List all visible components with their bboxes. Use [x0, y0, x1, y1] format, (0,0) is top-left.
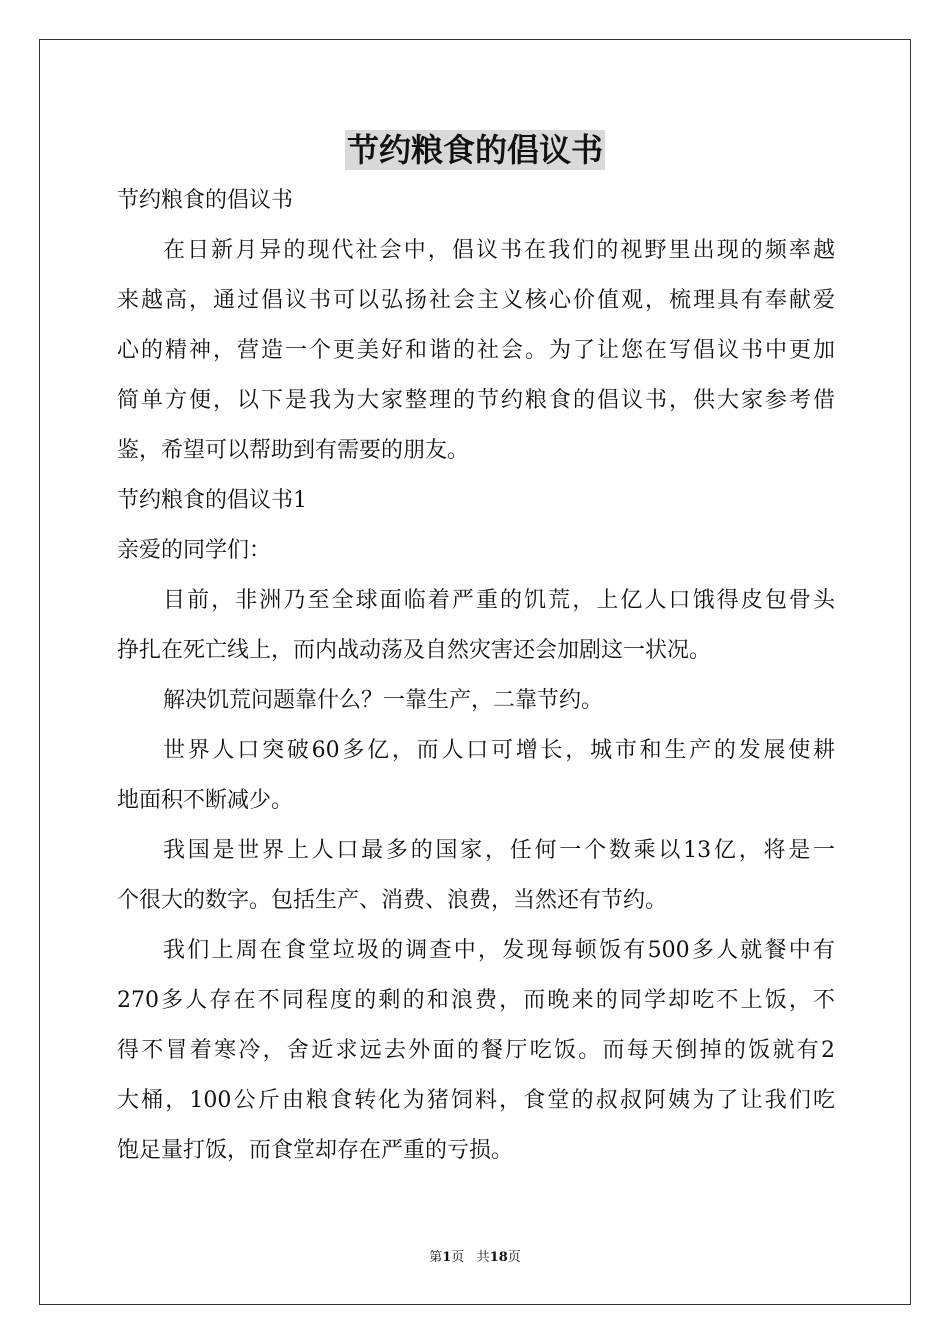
title-area — [0, 130, 950, 170]
section-heading: 节约粮食的倡议书1 — [117, 488, 307, 513]
paragraph-line: 来越高，通过倡议书可以弘扬社会主义核心价值观，梳理具有奉献爱 — [117, 288, 835, 313]
paragraph-line: 我国是世界上人口最多的国家，任何一个数乘以13亿，将是一 — [163, 838, 835, 863]
document-body — [117, 176, 835, 1176]
page-number: 1 — [442, 1250, 452, 1265]
total-suffix: 页 — [507, 1250, 521, 1265]
paragraph-line: 心的精神，营造一个更美好和谐的社会。为了让您在写倡议书中更加 — [117, 338, 835, 363]
paragraph-line: 饱足量打饭，而食堂却存在严重的亏损。 — [117, 1138, 514, 1163]
paragraph-line: 鉴，希望可以帮助到有需要的朋友。 — [117, 438, 470, 463]
paragraph-line: 270多人存在不同程度的剩的和浪费，而晚来的同学却吃不上饭，不 — [117, 988, 835, 1013]
paragraph-line: 在日新月异的现代社会中，倡议书在我们的视野里出现的频率越 — [163, 238, 835, 263]
paragraph-line: 大桶，100公斤由粮食转化为猪饲料，食堂的叔叔阿姨为了让我们吃 — [117, 1088, 835, 1113]
paragraph-line: 得不冒着寒冷，舍近求远去外面的餐厅吃饭。而每天倒掉的饭就有2 — [117, 1038, 835, 1063]
page-prefix: 第 — [429, 1250, 443, 1265]
paragraph-line: 世界人口突破60多亿，而人口可增长，城市和生产的发展使耕 — [163, 738, 835, 763]
total-prefix: 共 — [476, 1250, 490, 1265]
paragraph-line: 挣扎在死亡线上，而内战动荡及自然灾害还会加剧这一状况。 — [117, 638, 712, 663]
paragraph-line: 目前，非洲乃至全球面临着严重的饥荒，上亿人口饿得皮包骨头 — [163, 588, 835, 613]
document-title: 节约粮食的倡议书 — [346, 131, 603, 169]
subtitle: 节约粮食的倡议书 — [117, 188, 294, 213]
total-pages: 18 — [489, 1250, 508, 1265]
paragraph-line: 地面积不断减少。 — [117, 788, 294, 813]
paragraph-line: 我们上周在食堂垃圾的调查中，发现每顿饭有500多人就餐中有 — [163, 938, 835, 963]
greeting: 亲爱的同学们： — [117, 538, 272, 563]
page-suffix: 页 — [451, 1250, 465, 1265]
paragraph-line: 简单方便，以下是我为大家整理的节约粮食的倡议书，供大家参考借 — [117, 388, 835, 413]
paragraph-line: 个很大的数字。包括生产、消费、浪费，当然还有节约。 — [117, 888, 668, 913]
page-footer — [0, 1246, 950, 1265]
paragraph-line: 解决饥荒问题靠什么？一靠生产，二靠节约。 — [163, 688, 604, 713]
